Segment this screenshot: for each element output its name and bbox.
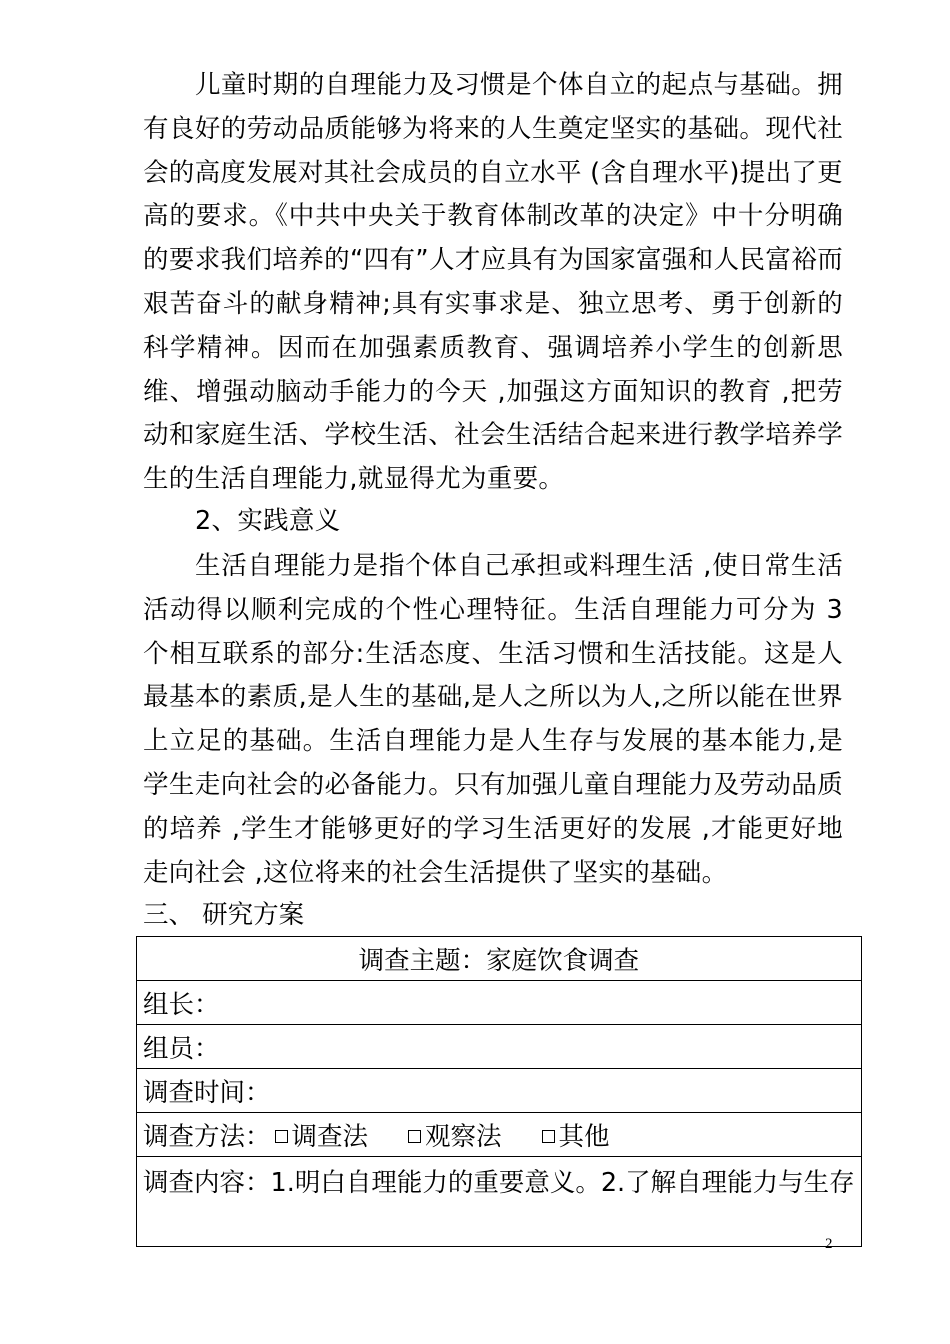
paragraph-self-care-background: 儿童时期的自理能力及习惯是个体自立的起点与基础。拥有良好的劳动品质能够为将来的人生奠定坚实的基础。现代社会的高度发展对其社会成员的自立水平 (含自理水平)提出了更高的要求。《中共中央关于教育体制改革的决定》中十分明确的要求我们培养的“四有”人才应具有为国家富强和人民富裕而艰苦奋斗的献身精神;具有实事求是、独立思考、勇于创新的科学精神。因而在加强素质教育、强调培养小学生的创新思维、增强动脑动手能力的今天 ,加强这方面知识的教育 ,把劳动和家庭生活、学校生活、社会生活结合起来进行教学培养学生的生活自理能力,就显得尤为重要。 [143, 70, 843, 495]
checkbox-icon[interactable] [275, 1130, 288, 1143]
survey-method-cell [137, 1113, 862, 1157]
table-row [137, 981, 862, 1025]
section-heading-research-plan: 三、 研究方案 [143, 900, 305, 930]
group-members-cell: 组员： [137, 1025, 862, 1069]
checkbox-icon[interactable] [542, 1130, 555, 1143]
table-row [137, 937, 862, 981]
table-row [137, 1069, 862, 1113]
table-row [137, 1113, 862, 1157]
subheading-practical-significance: 2、实践意义 [195, 506, 341, 536]
page-number: 2 [825, 1236, 833, 1252]
survey-content-cell: 调查内容：1.明白自理能力的重要意义。2.了解自理能力与生存 [137, 1157, 862, 1247]
survey-method-label: 调查方法： [143, 1121, 271, 1152]
method-option-observation: 观察法 [425, 1121, 502, 1152]
method-option-survey: 调查法 [291, 1121, 369, 1152]
table-row [137, 1025, 862, 1069]
survey-topic-cell: 调查主题：家庭饮食调查 [137, 937, 862, 981]
paragraph-practical-significance: 生活自理能力是指个体自己承担或料理生活 ,使日常生活活动得以顺利完成的个性心理特征。生活自理能力可分为 3 个相互联系的部分:生活态度、生活习惯和生活技能。这是人最基本的素质,是人生的基础,是人之所以为人,之所以能在世界上立足的基础。生活自理能力是人生存与发展的基本能力,是学生走向社会的必备能力。只有加强儿童自理能力及劳动品质的培养 ,学生才能够更好的学习生活更好的发展 ,才能更好地走向社会 ,这位将来的社会生活提供了坚实的基础。 [143, 551, 843, 888]
table-row [137, 1157, 862, 1247]
method-option-other: 其他 [558, 1121, 610, 1152]
checkbox-icon[interactable] [408, 1130, 421, 1143]
survey-plan-table [136, 936, 862, 1247]
survey-time-cell: 调查时间： [137, 1069, 862, 1113]
group-leader-cell: 组长： [137, 981, 862, 1025]
